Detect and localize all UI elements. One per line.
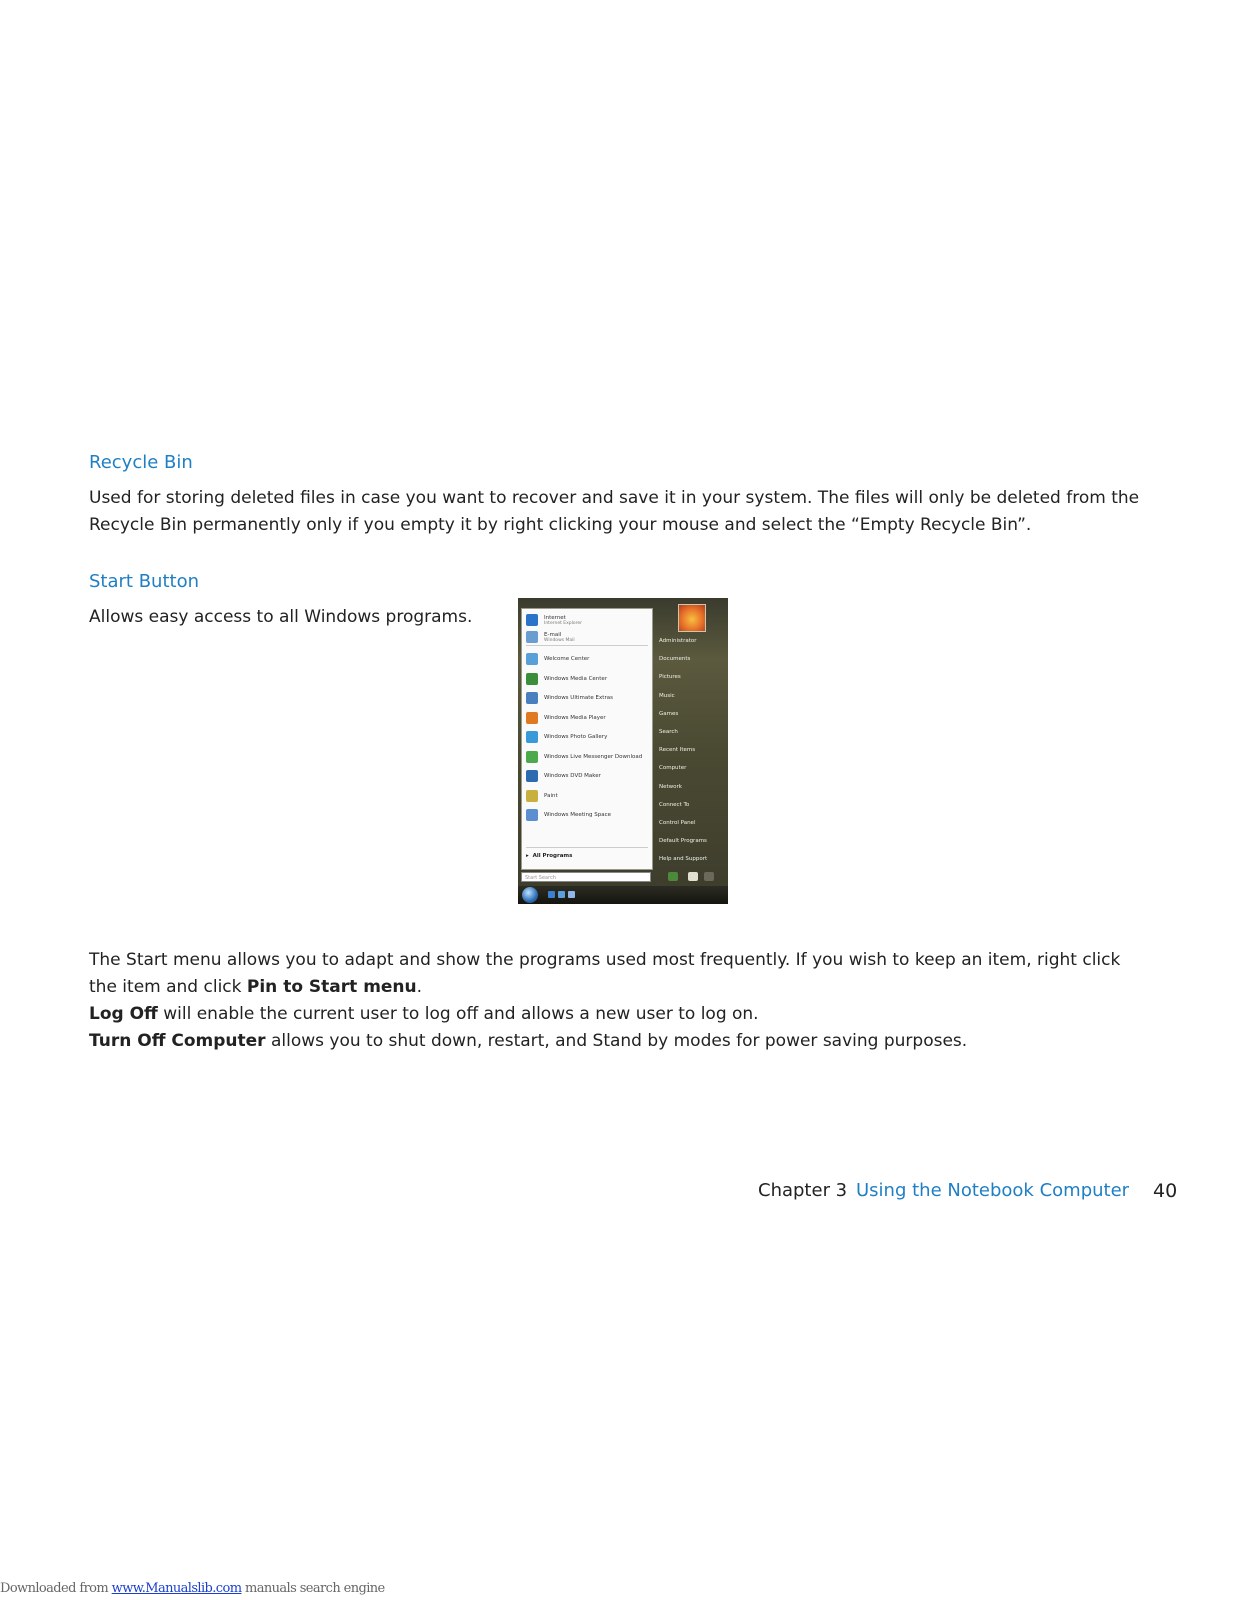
quick-launch-desktop-icon[interactable] [558, 891, 565, 898]
log-off-description [89, 1001, 1120, 1028]
program-label: Windows Media Center [544, 675, 608, 682]
start-menu-separator [526, 645, 648, 646]
program-label: Paint [544, 792, 558, 799]
program-icon [526, 731, 538, 743]
explanation-suffix: . [416, 977, 423, 997]
quick-launch-switch-icon[interactable] [568, 891, 575, 898]
program-icon [526, 631, 538, 643]
start-menu-screenshot [518, 598, 728, 904]
log-off-term: Log Off [89, 1004, 158, 1024]
start-menu-place-item[interactable]: Network [659, 783, 682, 790]
start-menu-place-item[interactable]: Pictures [659, 674, 681, 681]
program-icon [526, 790, 538, 802]
program-label: Windows Live Messenger Download [544, 753, 643, 760]
start-menu-program-item[interactable] [526, 749, 642, 765]
chapter-title: Using the Notebook Computer [856, 1180, 1130, 1201]
start-search-input[interactable]: Start Search [521, 872, 651, 882]
user-avatar-icon[interactable] [678, 604, 706, 632]
download-source-note [0, 1581, 385, 1596]
start-menu-place-item[interactable]: Recent Items [659, 747, 696, 754]
explanation-line-2 [89, 974, 1120, 1001]
start-menu-program-item[interactable] [526, 671, 607, 687]
start-menu-place-item[interactable]: Games [659, 710, 679, 717]
start-menu-separator [526, 847, 648, 848]
start-menu-place-item[interactable]: Search [659, 729, 678, 735]
program-label: Windows Photo Gallery [544, 734, 608, 740]
program-label: E-mail Windows Mail [544, 631, 575, 643]
start-menu-place-item[interactable]: Administrator [659, 638, 697, 644]
start-menu-place-item[interactable]: Default Programs [659, 838, 707, 845]
page-number: 40 [1153, 1180, 1178, 1202]
start-menu-programs-pane [521, 608, 653, 870]
turn-off-computer-term: Turn Off Computer [89, 1031, 266, 1051]
program-icon [526, 673, 538, 685]
start-menu-explanation [89, 947, 1120, 1055]
program-label: Windows Media Player [544, 714, 606, 721]
start-button-heading: Start Button [89, 571, 199, 592]
program-icon [526, 770, 538, 782]
windows-start-orb-icon[interactable] [522, 887, 538, 903]
program-icon [526, 653, 538, 665]
start-menu-program-item[interactable] [526, 807, 611, 823]
pin-to-start-menu-term: Pin to Start menu [246, 977, 417, 997]
start-menu-program-item[interactable] [526, 629, 575, 645]
program-sublabel: Internet Explorer [544, 620, 583, 626]
explanation-prefix: the item and click [89, 977, 247, 997]
program-icon [526, 712, 538, 724]
all-programs-label: All Programs [532, 853, 573, 859]
program-icon [526, 692, 538, 704]
program-icon [526, 809, 538, 821]
start-menu-place-item[interactable]: Computer [659, 765, 687, 772]
recycle-bin-heading: Recycle Bin [89, 452, 193, 473]
start-menu-program-item[interactable] [526, 768, 601, 784]
recycle-bin-line-1: Used for storing deleted files in case you want to recover and save it in your system. The files will only be deleted from the [89, 488, 1140, 508]
start-menu-place-item[interactable]: Documents [659, 656, 691, 663]
download-suffix: manuals search engine [241, 1581, 385, 1596]
program-icon [526, 751, 538, 763]
start-menu-program-item[interactable] [526, 710, 606, 726]
start-menu-program-item[interactable] [526, 690, 613, 706]
recycle-bin-line-2: Recycle Bin permanently only if you empty it by right clicking your mouse and select the “Empty Recycle Bin”. [89, 515, 1032, 535]
start-menu-place-item[interactable]: Control Panel [659, 820, 696, 826]
chapter-label: Chapter 3 [758, 1180, 848, 1201]
program-label: Windows Meeting Space [544, 812, 611, 818]
recycle-bin-description [89, 485, 1139, 539]
start-button-description: Allows easy access to all Windows programs. [89, 607, 473, 627]
all-programs-link[interactable]: ▸ All Programs [526, 853, 573, 859]
shutdown-options-icon[interactable] [704, 872, 714, 881]
program-label: Windows Ultimate Extras [544, 695, 613, 701]
start-menu-program-item[interactable] [526, 612, 582, 628]
program-icon [526, 614, 538, 626]
download-prefix: Downloaded from [0, 1581, 112, 1596]
explanation-line-1: The Start menu allows you to adapt and show the programs used most frequently. If you wish to keep an item, right click [89, 950, 1121, 970]
start-menu-program-item[interactable] [526, 651, 589, 667]
program-label: Windows DVD Maker [544, 773, 601, 779]
program-label: Internet Internet Explorer [544, 614, 583, 626]
manualslib-link[interactable]: www.Manualslib.com [111, 1581, 242, 1596]
taskbar [518, 886, 728, 904]
start-menu-program-item[interactable] [526, 729, 607, 745]
turn-off-text: allows you to shut down, restart, and Stand by modes for power saving purposes. [265, 1031, 968, 1051]
program-label: Welcome Center [544, 656, 590, 662]
start-menu-program-item[interactable] [526, 788, 558, 804]
log-off-text: will enable the current user to log off and allows a new user to log on. [157, 1004, 759, 1024]
quick-launch-ie-icon[interactable] [548, 891, 555, 898]
power-icon[interactable] [668, 872, 678, 881]
lock-icon[interactable] [688, 872, 698, 881]
turn-off-description [89, 1028, 1120, 1055]
start-menu-place-item[interactable]: Music [659, 692, 675, 699]
program-sublabel: Windows Mail [544, 637, 575, 643]
start-menu-place-item[interactable]: Help and Support [659, 856, 708, 863]
start-menu-place-item[interactable]: Connect To [659, 801, 690, 808]
